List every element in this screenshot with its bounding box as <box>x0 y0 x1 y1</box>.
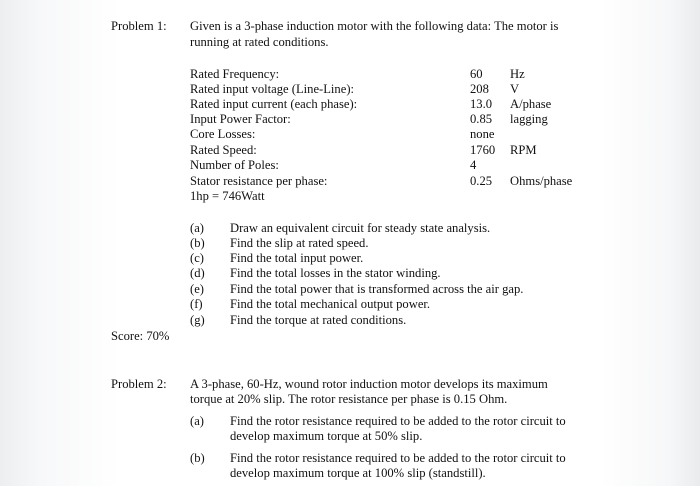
part-label: (e) <box>190 282 204 296</box>
data-label: Rated input voltage (Line-Line): <box>190 82 355 96</box>
hp-conversion-note: 1hp = 746Watt <box>190 189 265 203</box>
data-row <box>190 127 610 142</box>
part-text-line1: Find the rotor resistance required to be added to the rotor circuit to <box>230 414 566 428</box>
data-unit: Ohms/phase <box>510 174 573 188</box>
data-unit: lagging <box>510 112 548 126</box>
part-label: (a) <box>190 221 204 235</box>
part-label: (b) <box>190 236 205 250</box>
data-unit: A/phase <box>510 97 552 111</box>
part-text: Find the total losses in the stator winding. <box>230 266 441 280</box>
part-label: (g) <box>190 313 205 327</box>
part-text-line2: develop maximum torque at 50% slip. <box>230 429 423 443</box>
problem2-intro-line1: A 3-phase, 60-Hz, wound rotor induction motor develops its maximum <box>190 377 548 391</box>
data-value: 0.25 <box>470 174 493 188</box>
data-label: Rated input current (each phase): <box>190 97 358 111</box>
data-label: Input Power Factor: <box>190 112 291 126</box>
data-label: Number of Poles: <box>190 158 279 172</box>
part-text-line2: develop maximum torque at 100% slip (standstill). <box>230 466 486 480</box>
part-label: (a) <box>190 414 204 428</box>
data-unit: Hz <box>510 67 525 81</box>
problem1-intro-line2: running at rated conditions. <box>190 35 329 49</box>
data-row <box>190 112 610 127</box>
part-label: (f) <box>190 297 203 311</box>
data-unit: RPM <box>510 143 537 157</box>
data-row <box>190 143 610 158</box>
data-row <box>190 158 610 173</box>
data-value: 1760 <box>470 143 496 157</box>
part-label: (c) <box>190 251 204 265</box>
data-value: 208 <box>470 82 489 96</box>
part-text: Find the total input power. <box>230 251 364 265</box>
problem1-label: Problem 1: <box>111 19 167 33</box>
data-label: Stator resistance per phase: <box>190 174 328 188</box>
data-label: Core Losses: <box>190 127 256 141</box>
part-text: Find the total mechanical output power. <box>230 297 431 311</box>
data-row <box>190 67 610 82</box>
data-row <box>190 97 610 112</box>
part-text: Draw an equivalent circuit for steady state analysis. <box>230 221 491 235</box>
data-value: none <box>470 127 495 141</box>
data-value: 4 <box>470 158 477 172</box>
data-row <box>190 82 610 97</box>
data-value: 0.85 <box>470 112 493 126</box>
problem2-intro-line2: torque at 20% slip. The rotor resistance per phase is 0.15 Ohm. <box>190 392 508 406</box>
data-value: 60 <box>470 67 483 81</box>
data-label: Rated Speed: <box>190 143 257 157</box>
part-text: Find the torque at rated conditions. <box>230 313 407 327</box>
part-text: Find the slip at rated speed. <box>230 236 369 250</box>
part-label: (d) <box>190 266 205 280</box>
problem1-intro-line1: Given is a 3-phase induction motor with the following data: The motor is <box>190 19 559 33</box>
part-label: (b) <box>190 451 205 465</box>
problem2-label: Problem 2: <box>111 377 167 391</box>
data-value: 13.0 <box>470 97 493 111</box>
part-text: Find the total power that is transformed across the air gap. <box>230 282 524 296</box>
problem1-score: Score: 70% <box>111 329 170 343</box>
part-text-line1: Find the rotor resistance required to be added to the rotor circuit to <box>230 451 566 465</box>
data-row <box>190 174 610 189</box>
data-label: Rated Frequency: <box>190 67 280 81</box>
data-unit: V <box>510 82 520 96</box>
